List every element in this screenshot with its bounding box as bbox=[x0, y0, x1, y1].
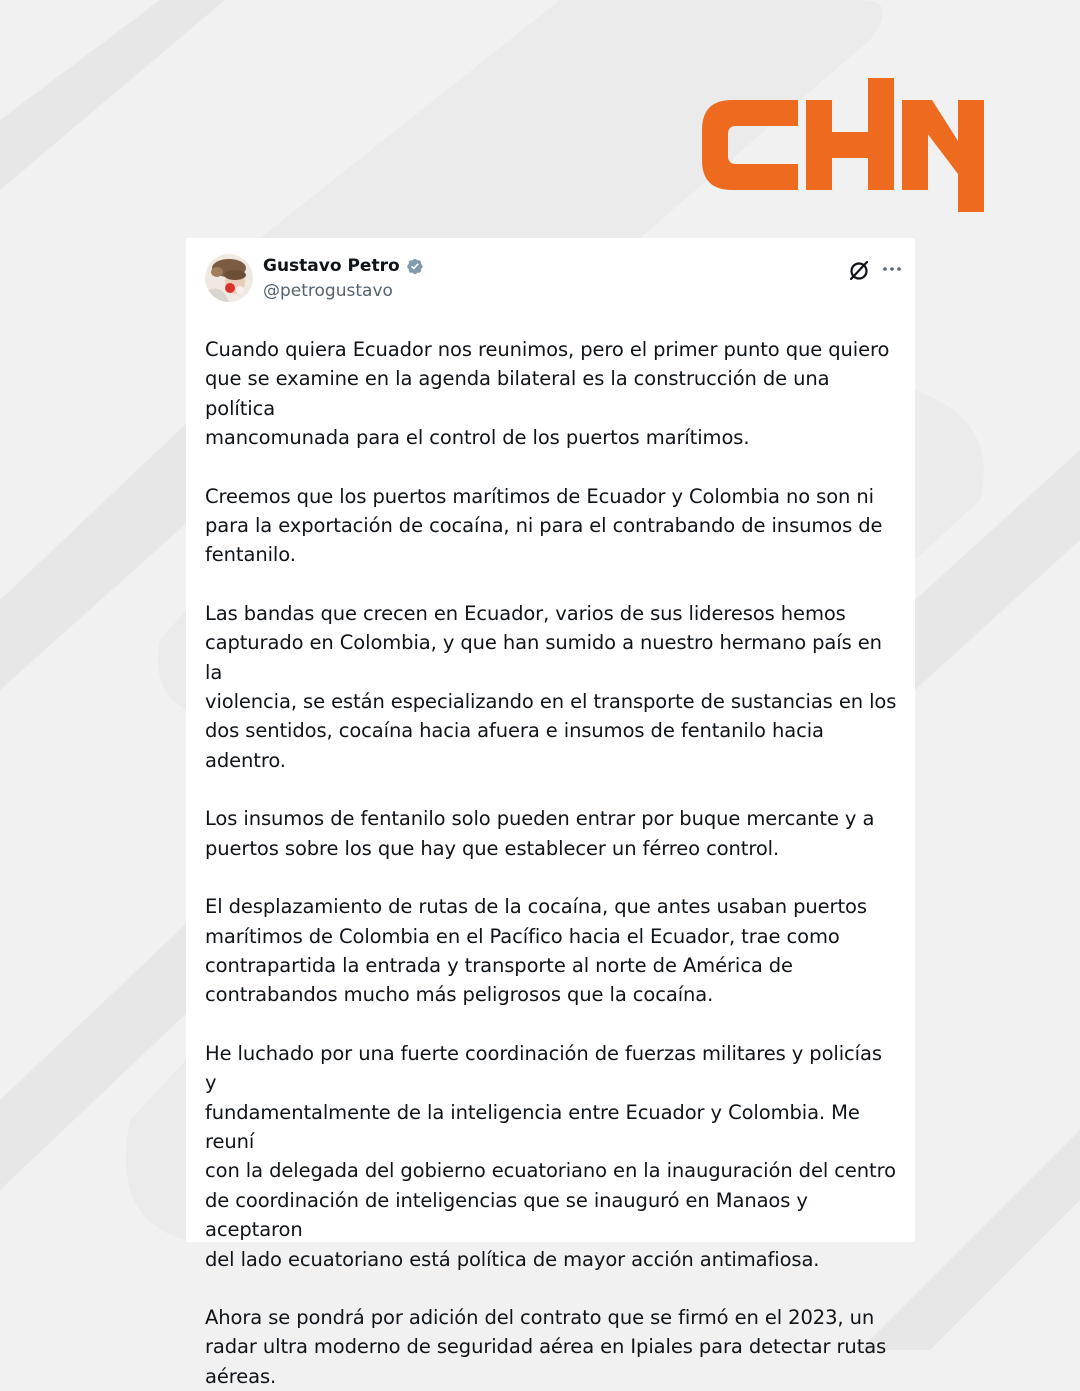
author-avatar[interactable] bbox=[205, 254, 253, 302]
post-paragraph: Creemos que los puertos marítimos de Ecuador y Colombia no son ni para la exportación de cocaína, ni para el contrabando de insumos de fentanilo. bbox=[205, 484, 883, 567]
avatar-photo bbox=[205, 254, 253, 302]
post-paragraph: Los insumos de fentanilo solo pueden entrar por buque mercante y a puertos sobre los que hay que establecer un férreo control. bbox=[205, 807, 875, 860]
post-paragraph: He luchado por una fuerte coordinación de fuerzas militares y policías y fundamentalmente de la inteligencia entre Ecuador y Colombia. Me reuní con la delegada del gobierno ecuatoriano en la inauguración del centro de coordinación de inteligencias que se inauguró en Manaos y aceptaron del lado ecuatoriano está política de mayor acción antimafiosa. bbox=[205, 1041, 896, 1271]
more-options-icon[interactable] bbox=[881, 262, 903, 276]
post-text bbox=[205, 335, 897, 1391]
author-name-row[interactable] bbox=[263, 256, 424, 276]
post-card bbox=[186, 238, 915, 1388]
post-paragraph: Las bandas que crecen en Ecuador, varios de sus lideresos hemos capturado en Colombia, y que han sumido a nuestro hermano país en la violencia, se están especializando en el transporte de sustancias en los dos sentidos, cocaína hacia afuera e insumos de fentanilo hacia adentro. bbox=[205, 601, 897, 772]
chn-logo bbox=[698, 78, 986, 212]
author-name[interactable]: Gustavo Petro bbox=[263, 256, 400, 276]
post-paragraph: El desplazamiento de rutas de la cocaína, que antes usaban puertos marítimos de Colombia en el Pacífico hacia el Ecuador, trae como contrapartida la entrada y transporte al norte de América de contrabandos mucho más peligrosos que la cocaína. bbox=[205, 895, 867, 1007]
author-handle[interactable]: @petrogustavo bbox=[263, 281, 393, 301]
post-paragraph: Ahora se pondrá por adición del contrato que se firmó en el 2023, un radar ultra moderno de seguridad aérea en Ipiales para detectar rutas aéreas. bbox=[205, 1305, 887, 1388]
verified-badge-icon bbox=[405, 257, 424, 276]
post-paragraph: Cuando quiera Ecuador nos reunimos, pero el primer punto que quiero que se examine en la agenda bilateral es la construcción de una política mancomunada para el control de los puertos marítimos. bbox=[205, 338, 890, 450]
grok-icon[interactable] bbox=[847, 258, 871, 282]
post-header bbox=[205, 254, 897, 318]
